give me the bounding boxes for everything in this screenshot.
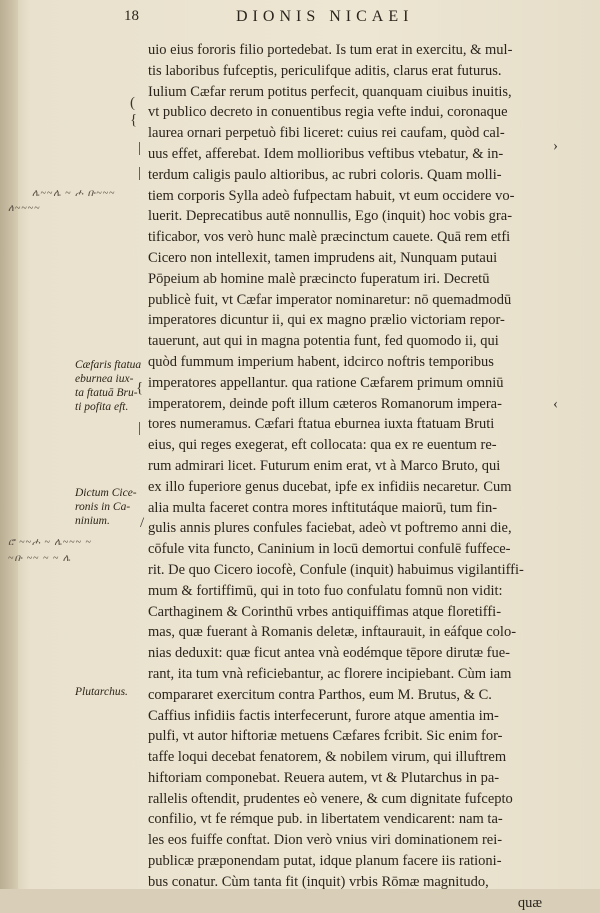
handwritten-note: ~ቡ ~~ ~ ~ ሌ <box>8 553 72 564</box>
margin-gloss-cicero <box>75 486 137 528</box>
text-line: imperatores appellantur. qua ratione Cæfarem primum omniū <box>148 374 504 391</box>
text-line: gulis annis plures confules faciebat, adeò vt poftremo anni die, <box>148 520 512 537</box>
margin-gloss-plutarch <box>75 685 128 699</box>
ink-bracket-mark: | <box>138 140 142 156</box>
main-text <box>148 40 542 913</box>
ink-bracket-mark: | <box>138 165 142 181</box>
handwritten-note: ሮ ~~ሖ ~ ሌ~~~ ~ <box>8 537 92 548</box>
text-line: taffe loqui decebat fenatorem, & nobilem virum, qui illuftrem <box>148 749 507 766</box>
text-line: Pōpeium ab homine malè præcincto fuperatum iri. Decretū <box>148 270 490 287</box>
text-line: tores numeramus. Cæfari ftatua eburnea iuxta ftatuam Bruti <box>148 416 495 433</box>
ink-bracket-mark: { <box>130 112 138 128</box>
text-line: les eos fuiffe conftat. Dion verò vnius viri dominationem rei- <box>148 832 503 849</box>
ink-bracket-mark: / <box>140 515 145 531</box>
text-line: eius, qui reges exegerat, eft collocata: qua ex re euentum re- <box>148 437 497 454</box>
gloss-line: ninium. <box>75 515 110 527</box>
text-line: mum & fortiffimū, qui in toto fuo confulatu fomnū non vidit: <box>148 582 503 599</box>
text-line: rum admirari licet. Futurum enim erat, vt à Marco Bruto, qui <box>148 457 501 474</box>
gloss-line: eburnea iux- <box>75 373 134 385</box>
text-line: Cicero non intellexit, tamen imprudens ait, Nunquam putaui <box>148 249 498 266</box>
text-line: uio eius fororis filio portedebat. Is tum erat in exercitu, & mul- <box>148 42 513 58</box>
text-line: nias deduxit: quæ ficut antea vnà eodémque tēpore dirutæ fue- <box>148 645 510 662</box>
gloss-line: ta ftatuā Bru- <box>75 387 138 399</box>
text-line: quæ <box>517 894 542 911</box>
margin-gloss-statue <box>75 358 144 414</box>
text-line: pulfi, vt autor hiftoriæ metuens Cæfares fcribit. Sic enim for- <box>148 728 503 745</box>
text-line: vt publico decreto in conuentibus regia vefte indui, coronaque <box>148 104 508 121</box>
text-line: imperatorem, deinde poft illum cæteros Romanorum impera- <box>148 395 502 412</box>
text-line: Caffius infidiis factis interfecerunt, furore atque amentia im- <box>148 707 499 724</box>
text-line: tificabor, vos verò hunc malè præcinctum cauete. Quā rem etfi <box>148 229 511 246</box>
text-line: quòd fummum imperium habent, idcirco noftris temporibus <box>148 353 494 370</box>
text-line: imperatores dicuntur ii, qui ex magno prælio victoriam repor- <box>148 312 505 329</box>
ink-bracket-mark: | <box>138 420 142 436</box>
text-line: compararet exercitum contra Parthos, eum M. Brutus, & C. <box>148 686 492 703</box>
text-line: ex illo fuperiore genus ducebat, ipfe ex infidiis necaretur. Cum <box>148 478 512 495</box>
ink-check-mark: › <box>553 138 558 154</box>
text-line: tiem corporis Sylla adeò fufpectam habuit, vt eum occidere vo- <box>148 187 515 204</box>
running-title: DIONIS NICAEI <box>236 8 414 25</box>
ink-bracket-mark: ( <box>130 95 135 111</box>
gloss-line: Plutarchus. <box>75 686 128 698</box>
text-line: rit. De quo Cicero iocofè, Confule (inquit) habuimus vigilantiffi- <box>148 561 524 578</box>
text-line: publicæ præponendam putat, idque planum facere iis rationi- <box>148 853 502 870</box>
handwritten-note: ለ~~~~ <box>8 203 41 214</box>
gloss-line: Dictum Cice- <box>75 487 137 499</box>
text-line: Iulium Cæfar rerum potitus perfecit, quanquam ciuibus inuitis, <box>148 83 512 100</box>
page-number: 18 <box>124 8 139 24</box>
text-line: confilio, vt fe rémque pub. in libertatem vendicarent: nam ta- <box>148 811 503 828</box>
text-line: terdum caligis paulo altioribus, ac rubri coloris. Quam molli- <box>148 166 502 183</box>
text-line: cōfule vita functo, Caninium in locū demortui confulē fuffece- <box>148 541 511 558</box>
text-line: mas, quæ fuerant à Romanis deletæ, inftaurauit, in eáfque colo- <box>148 624 517 641</box>
text-line: hiftoriam componebat. Reuera autem, vt & Plutarchus in pa- <box>148 769 500 786</box>
text-line: bus conatur. Cùm tanta fit (inquit) vrbis Rōmæ magnitudo, <box>148 873 489 890</box>
handwritten-note: ሌ~~ሌ ~ ሖ ቡ~~~ <box>32 188 116 199</box>
text-line: rallelis oftendit, prudentes eò venere, & cum dignitate fufcepto <box>148 790 513 807</box>
text-line: alia multa faceret contra mores inftitutáque maiorū, tum fin- <box>148 499 498 516</box>
text-line: Carthaginem & Corinthū vrbes antiquiffimas atque floretiffi- <box>148 603 502 620</box>
text-line: publicè fuit, vt Cæfar imperator nominaretur: nō quemadmodū <box>148 291 512 308</box>
text-line: laurea ornari perpetuò fibi liceret: cuius rei caufam, quòd cal- <box>148 125 505 142</box>
ink-bracket-mark: { <box>136 380 144 396</box>
gloss-line: ronis in Ca- <box>75 501 131 513</box>
text-line: rant, ita tum vnà reficiebantur, ac florere incipiebant. Cùm iam <box>148 665 512 682</box>
ink-check-mark: ‹ <box>553 396 558 412</box>
text-line: tis laboribus fufceptis, periculifque aditis, clarus erat futurus. <box>148 62 502 79</box>
text-line: uus effet, afferebat. Idem mollioribus veftibus vtebatur, & in- <box>148 145 504 162</box>
gloss-line: ti pofita eft. <box>75 401 129 413</box>
gloss-line: Cæfaris ftatua <box>75 359 142 371</box>
text-line: tauerunt, aut qui in magna potentia funt, fed quomodo ii, qui <box>148 333 499 350</box>
text-line: luerit. Deprecatibus autē nonnullis, Ego (inquit) hoc vobis gra- <box>148 208 513 225</box>
